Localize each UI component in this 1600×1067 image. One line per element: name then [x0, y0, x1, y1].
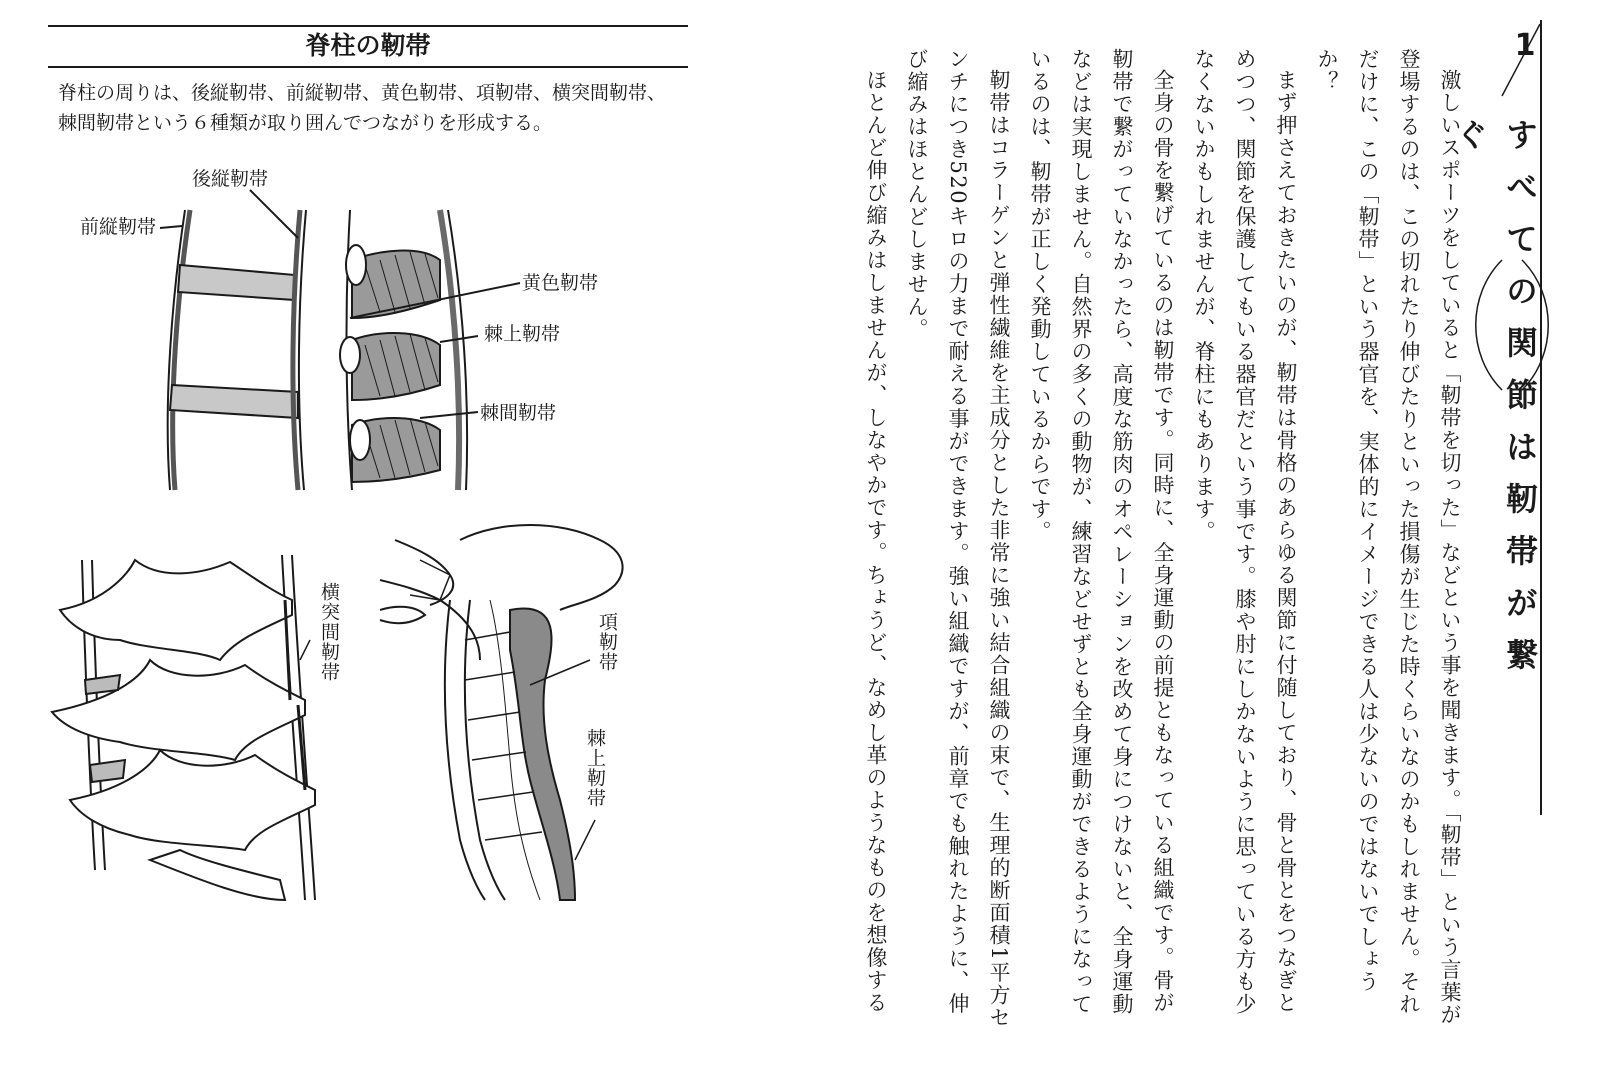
- body-paragraph: 靭帯はコラーゲンと弾性繊維を主成分とした非常に強い結合組織の束で、生理的断面積1平方センチにつき520キロの力まで耐える事ができます。強い組織ですが、前章でも触れたように、伸び縮みはほとんどしません。: [905, 48, 1011, 1029]
- figure-title: 脊柱の靭帯: [305, 31, 431, 60]
- label-intertransverse: 横突間靭帯: [318, 582, 340, 682]
- label-nuchal: 項靭帯: [596, 612, 618, 672]
- label-ligamentum-flavum: 黄色靭帯: [522, 272, 599, 294]
- vertebrae-illustration: [52, 555, 315, 900]
- sagittal-section: [160, 190, 520, 490]
- spine-ligament-diagram: [0, 0, 700, 1067]
- label-supraspinous-upper: 棘上靭帯: [484, 323, 561, 345]
- body-paragraph: 全身の骨を繋げているのは靭帯です。同時に、全身運動の前提ともなっている組織です。骨が靭帯で繋がっていなかったら、高度な筋肉のオペレーションを改めて身につけないと、全身運動などは実現しません。自然界の多くの動物が、練習などせずとも全身運動ができるようになっているのは、靭帯が正しく発動しているからです。: [1028, 48, 1175, 1016]
- chapter-number: 1: [1514, 28, 1536, 63]
- body-paragraph: ほとんど伸び縮みはしませんが、しなやかです。ちょうど、なめし革のようなものを想像する: [864, 69, 888, 1014]
- chapter-number-slash: [1488, 20, 1548, 100]
- neck-illustration: [380, 525, 623, 900]
- chapter-title: すべての関節は靭帯が繋ぐ: [1451, 118, 1539, 690]
- label-posterior-longitudinal: 後縦靭帯: [192, 168, 269, 190]
- label-interspinous: 棘間靭帯: [480, 402, 557, 424]
- body-text: [864, 48, 1470, 1033]
- body-paragraph: まず押さえておきたいのが、靭帯は骨格のあらゆる関節に付随しており、骨と骨とをつなぎとめつつ、関節を保護してもいる器官だという事です。膝や肘にしかないように思っている方も少なくないかもしれませんが、脊柱にもあります。: [1192, 48, 1298, 1016]
- label-supraspinous-lower: 棘上靭帯: [584, 728, 606, 808]
- figure-caption: 脊柱の周りは、後縦靭帯、前縦靭帯、黄色靭帯、項靭帯、横突間靭帯、棘間靭帯という６種類が取り囲んでつながりを形成する。: [58, 82, 667, 134]
- label-anterior-longitudinal: 前縦靭帯: [80, 216, 157, 238]
- body-paragraph: 激しいスポーツをしていると「靭帯を切った」などという事を聞きます。「靭帯」という言葉が登場するのは、この切れたり伸びたりといった損傷が生じた時くらいなのかもしれません。それだけに、この「靭帯」という器官を、実体的にイメージできる人は少ないのではないでしょうか？: [1315, 48, 1462, 1026]
